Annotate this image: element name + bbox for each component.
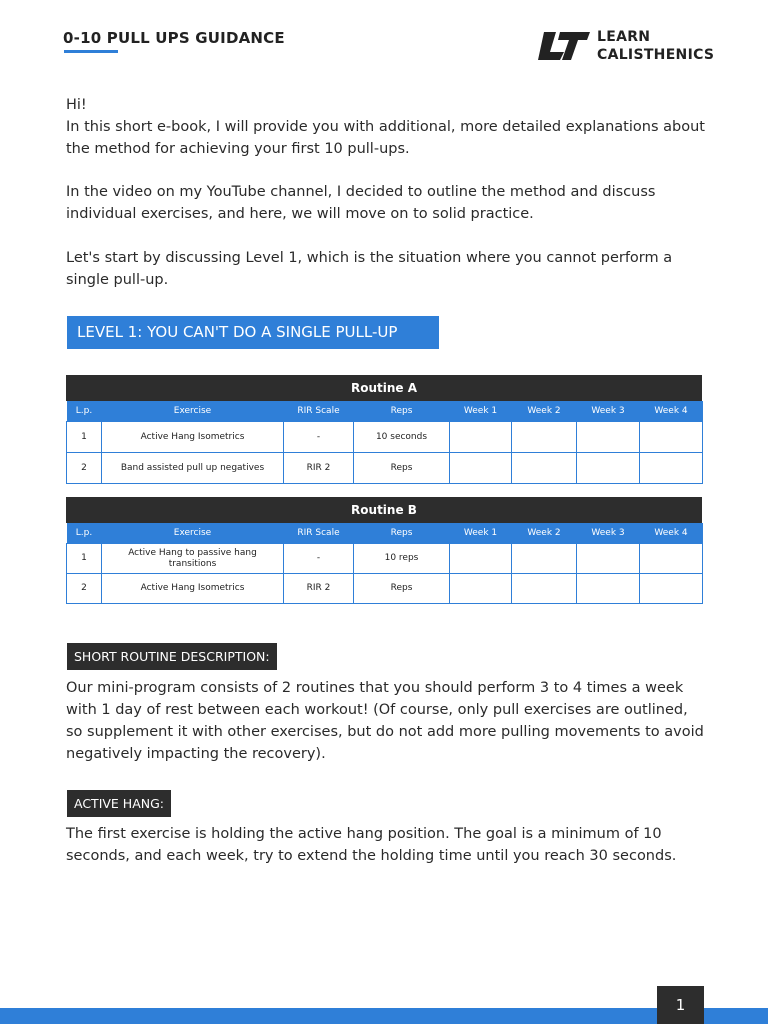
logo <box>538 28 730 64</box>
cell-rir: RIR 2 <box>284 453 354 484</box>
cell-exercise: Band assisted pull up negatives <box>102 453 284 484</box>
col-lp: L.p. <box>67 401 102 422</box>
table-row <box>67 453 703 484</box>
cell-week4[interactable] <box>640 422 703 453</box>
cell-week4[interactable] <box>640 544 703 574</box>
table-row <box>67 544 703 574</box>
routine-b-table <box>66 497 702 604</box>
cell-lp: 2 <box>67 574 102 604</box>
routine-a-table <box>66 375 702 484</box>
cell-lp: 1 <box>67 422 102 453</box>
col-rir: RIR Scale <box>284 401 354 422</box>
title-underline <box>64 50 118 53</box>
cell-reps: 10 seconds <box>354 422 450 453</box>
cell-reps: 10 reps <box>354 544 450 574</box>
col-week2: Week 2 <box>512 401 577 422</box>
active-hang-text: The first exercise is holding the active hang position. The goal is a minimum of 10 seconds, and each week, try to extend the holding time until you reach 30 seconds. <box>66 826 677 864</box>
cell-exercise: Active Hang to passive hang transitions <box>102 544 284 574</box>
table-header-row <box>67 523 703 544</box>
col-week3: Week 3 <box>577 523 640 544</box>
cell-week3[interactable] <box>577 422 640 453</box>
col-week4: Week 4 <box>640 523 703 544</box>
active-hang-label: ACTIVE HANG: <box>67 790 171 817</box>
level-heading: LEVEL 1: YOU CAN'T DO A SINGLE PULL-UP <box>67 316 439 349</box>
cell-reps: Reps <box>354 453 450 484</box>
col-week1: Week 1 <box>450 523 512 544</box>
cell-exercise: Active Hang Isometrics <box>102 422 284 453</box>
col-week3: Week 3 <box>577 401 640 422</box>
cell-week2[interactable] <box>512 453 577 484</box>
cell-reps: Reps <box>354 574 450 604</box>
cell-week1[interactable] <box>450 574 512 604</box>
cell-week1[interactable] <box>450 544 512 574</box>
lc-monogram-icon <box>538 30 590 62</box>
col-exercise: Exercise <box>102 523 284 544</box>
col-rir: RIR Scale <box>284 523 354 544</box>
cell-lp: 2 <box>67 453 102 484</box>
short-description-text: Our mini-program consists of 2 routines that you should perform 3 to 4 times a week with 1 day of rest between each workout! (Of course, only pull exercises are outlined, so supplement it with other exercises, but do not add more pulling movements to avoid negatively impacting the recovery). <box>66 680 704 762</box>
routine-b-title: Routine B <box>66 497 702 523</box>
logo-line2: CALISTHENICS <box>597 47 715 63</box>
cell-week1[interactable] <box>450 422 512 453</box>
col-reps: Reps <box>354 401 450 422</box>
cell-week2[interactable] <box>512 574 577 604</box>
col-week4: Week 4 <box>640 401 703 422</box>
table-row <box>67 574 703 604</box>
cell-week3[interactable] <box>577 453 640 484</box>
routine-a-title: Routine A <box>66 375 702 401</box>
col-week2: Week 2 <box>512 523 577 544</box>
cell-week2[interactable] <box>512 544 577 574</box>
cell-rir: - <box>284 544 354 574</box>
intro-paragraph: In this short e-book, I will provide you with additional, more detailed explanations about the method for achieving your first 10 pull-ups. <box>66 119 705 157</box>
cell-exercise: Active Hang Isometrics <box>102 574 284 604</box>
cell-lp: 1 <box>67 544 102 574</box>
cell-week1[interactable] <box>450 453 512 484</box>
col-exercise: Exercise <box>102 401 284 422</box>
cell-rir: - <box>284 422 354 453</box>
level-intro-paragraph: Let's start by discussing Level 1, which is the situation where you cannot perform a single pull-up. <box>66 250 673 288</box>
cell-week2[interactable] <box>512 422 577 453</box>
table-row <box>67 422 703 453</box>
cell-week3[interactable] <box>577 574 640 604</box>
cell-week4[interactable] <box>640 574 703 604</box>
short-description-label: SHORT ROUTINE DESCRIPTION: <box>67 643 277 670</box>
cell-week3[interactable] <box>577 544 640 574</box>
logo-text <box>597 28 714 64</box>
footer-bar <box>0 1008 768 1024</box>
col-week1: Week 1 <box>450 401 512 422</box>
table-header-row <box>67 401 703 422</box>
logo-line1: LEARN <box>597 29 651 45</box>
col-lp: L.p. <box>67 523 102 544</box>
greeting: Hi! <box>66 97 87 113</box>
page-title: 0-10 PULL UPS GUIDANCE <box>63 29 285 47</box>
video-paragraph: In the video on my YouTube channel, I decided to outline the method and discuss individual exercises, and here, we will move on to solid practice. <box>66 184 656 222</box>
page-number: 1 <box>657 986 704 1024</box>
cell-week4[interactable] <box>640 453 703 484</box>
cell-rir: RIR 2 <box>284 574 354 604</box>
col-reps: Reps <box>354 523 450 544</box>
